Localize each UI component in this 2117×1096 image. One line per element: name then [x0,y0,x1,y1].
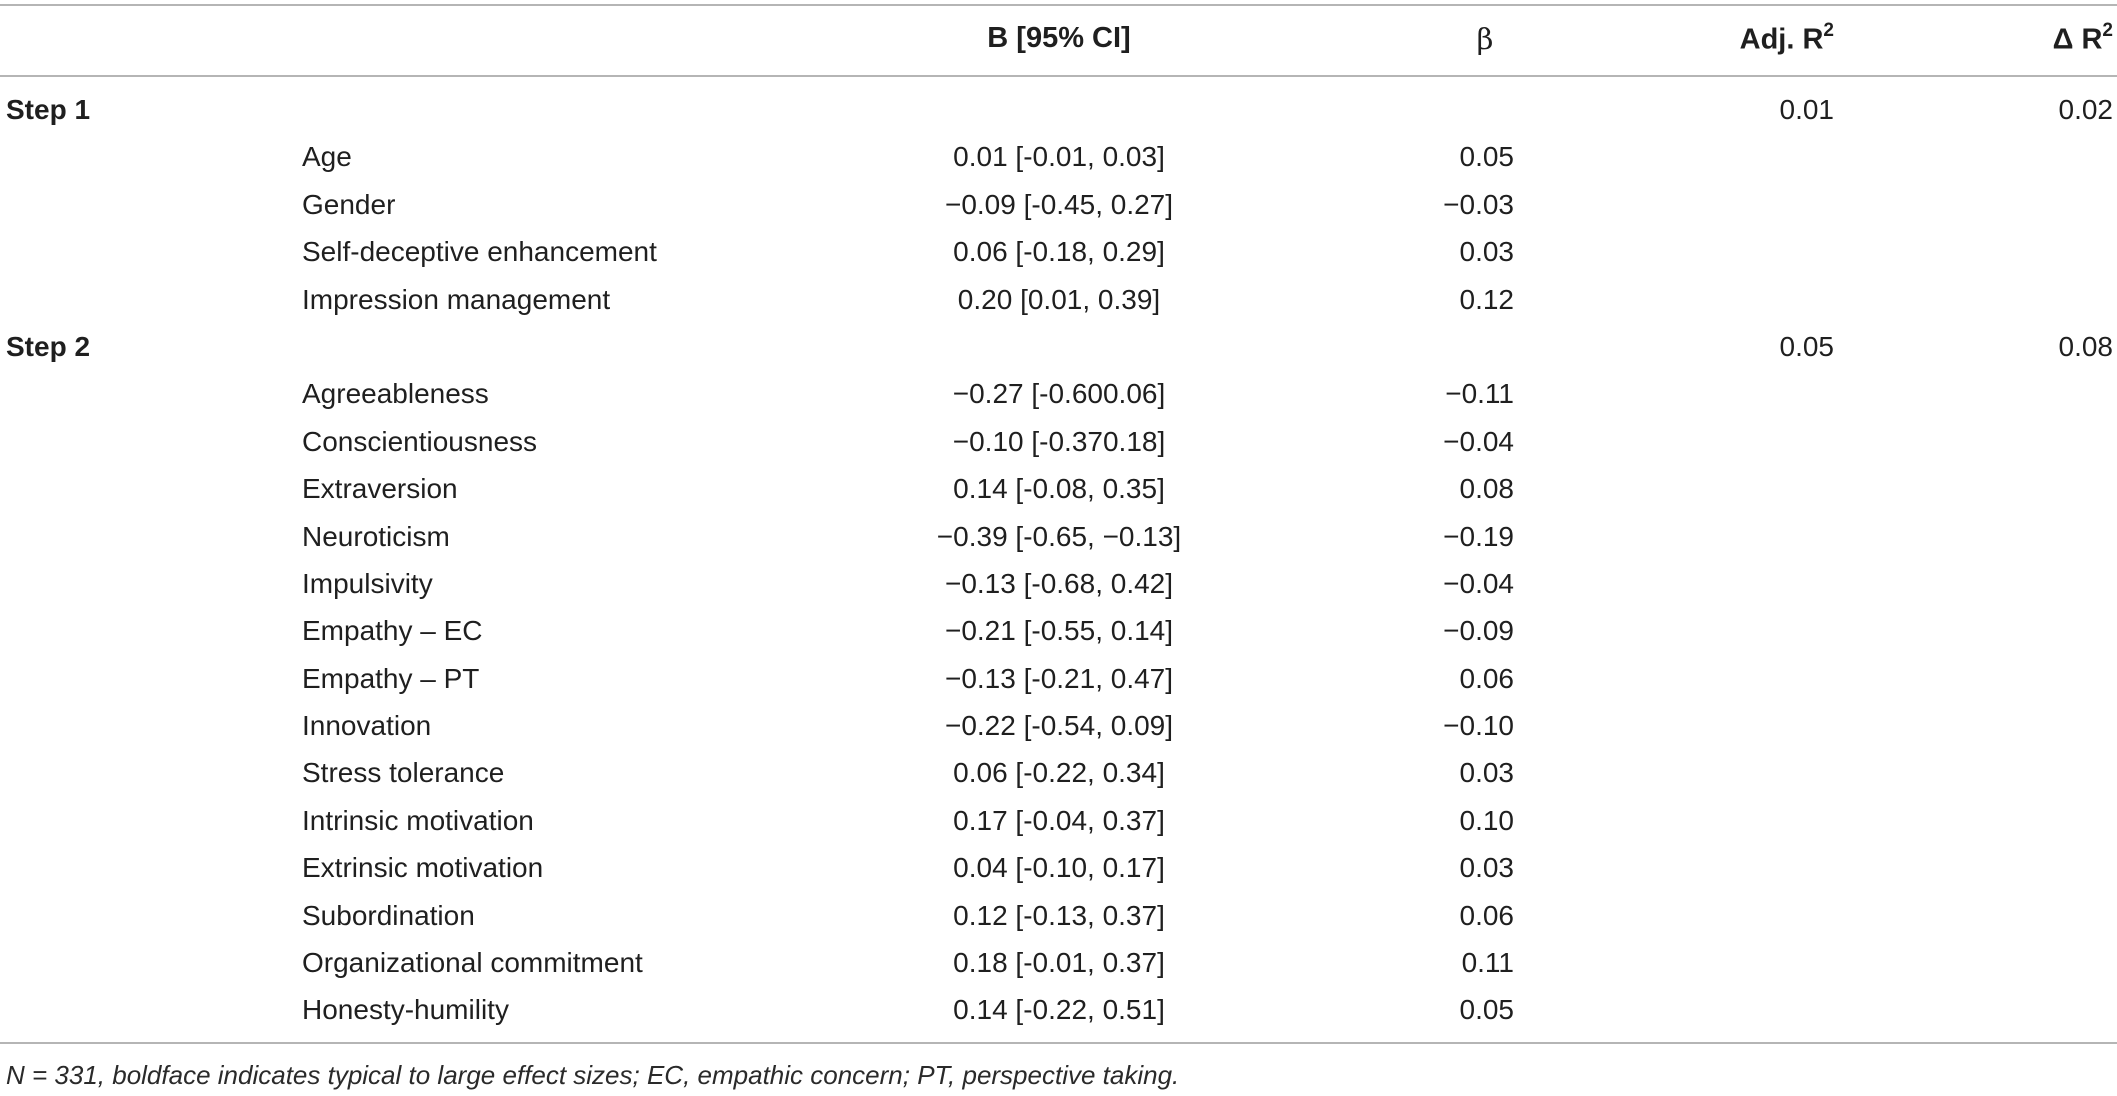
table-row [0,994,2117,1041]
row-beta: 0.11 [1461,947,1514,979]
row-b-ci: −0.13 [-0.68, 0.42] [944,567,1174,599]
table-row [0,378,2117,425]
row-b-ci: 0.18 [-0.01, 0.37] [953,947,1165,979]
table-row [0,757,2117,804]
table-row [0,663,2117,710]
row-beta: −0.10 [1443,710,1514,742]
row-b-ci: 0.17 [-0.04, 0.37] [953,804,1165,836]
table-footnote: N = 331, boldface indicates typical to large effect sizes; EC, empathic concern; PT, perspective taking. [6,1060,1180,1090]
header-delta-r2: Δ $R^2$ [2052,20,2113,56]
row-beta: 0.05 [1459,994,1514,1026]
row-beta: −0.11 [1445,378,1514,410]
table-body [0,94,2117,1042]
row-b-ci: 0.12 [-0.13, 0.37] [953,899,1165,931]
table-row [0,568,2117,615]
table-row [0,521,2117,568]
row-label: Neuroticism [302,520,450,552]
row-beta: 0.10 [1459,804,1514,836]
table-row [0,426,2117,473]
table-row [0,236,2117,283]
header-adj-r2: Adj. $R^2$ [1739,20,1834,56]
table-row [0,615,2117,662]
row-b-ci: 0.04 [-0.10, 0.17] [953,852,1165,884]
row-label: Agreeableness [302,378,489,410]
row-beta: 0.03 [1459,236,1514,268]
row-b-ci: 0.14 [-0.08, 0.35] [953,473,1165,505]
row-b-ci: −0.22 [-0.54, 0.09] [944,710,1174,742]
row-beta: −0.19 [1443,520,1514,552]
table-row [0,331,2117,378]
row-b-ci: 0.01 [-0.01, 0.03] [953,141,1165,173]
row-label: Intrinsic motivation [302,804,534,836]
row-step: Step 2 [6,330,91,362]
row-step: Step 1 [6,94,91,125]
table-row [0,710,2117,757]
header-beta: β [1476,22,1494,56]
row-beta: 0.06 [1459,662,1514,694]
row-b-ci: −0.21 [-0.55, 0.14] [944,615,1174,647]
row-beta: −0.09 [1443,615,1514,647]
table-bottom-rule [0,1042,2117,1044]
row-b-ci: 0.06 [-0.18, 0.29] [953,236,1165,268]
row-label: Honesty-humility [302,994,509,1026]
row-adj-r2: 0.05 [1779,330,1834,362]
row-label: Age [302,141,352,173]
table-header [0,4,2117,75]
row-label: Conscientiousness [302,425,538,457]
row-b-ci: −0.13 [-0.21, 0.47] [944,662,1174,694]
row-b-ci: 0.06 [-0.22, 0.34] [953,757,1165,789]
table-row [0,94,2117,141]
table-row [0,284,2117,331]
row-delta-r2: 0.02 [2058,94,2113,125]
row-label: Stress tolerance [302,757,505,789]
row-label: Empathy – EC [302,615,483,647]
row-label: Organizational commitment [302,947,643,979]
table-row [0,947,2117,994]
table-row [0,852,2117,899]
row-delta-r2: 0.08 [2058,330,2113,362]
table-row [0,473,2117,520]
row-beta: 0.03 [1459,852,1514,884]
row-label: Gender [302,188,396,220]
row-b-ci: 0.20 [0.01, 0.39] [957,283,1161,315]
row-b-ci: 0.14 [-0.22, 0.51] [953,994,1165,1026]
row-label: Extrinsic motivation [302,852,544,884]
row-beta: 0.05 [1459,141,1514,173]
row-beta: 0.03 [1459,757,1514,789]
row-beta: 0.12 [1459,283,1514,315]
row-label: Subordination [302,899,475,931]
row-b-ci: −0.10 [-0.370.18] [952,425,1166,457]
row-label: Self-deceptive enhancement [302,236,657,268]
row-beta: −0.04 [1443,567,1514,599]
table-header-rule [0,75,2117,77]
table-row [0,805,2117,852]
row-adj-r2: 0.01 [1779,94,1834,125]
header-b-ci: B [95% CI] [987,22,1131,54]
row-label: Empathy – PT [302,662,480,694]
table-row [0,189,2117,236]
row-beta: 0.06 [1459,899,1514,931]
row-label: Extraversion [302,473,458,505]
table-row [0,141,2117,188]
row-label: Innovation [302,710,432,742]
row-beta: −0.04 [1443,425,1514,457]
table-row [0,900,2117,947]
row-label: Impression management [302,283,611,315]
row-beta: 0.08 [1459,473,1514,505]
row-beta: −0.03 [1443,188,1514,220]
row-label: Impulsivity [302,567,433,599]
row-b-ci: −0.39 [-0.65, −0.13] [936,520,1182,552]
row-b-ci: −0.27 [-0.600.06] [952,378,1166,410]
row-b-ci: −0.09 [-0.45, 0.27] [944,188,1174,220]
